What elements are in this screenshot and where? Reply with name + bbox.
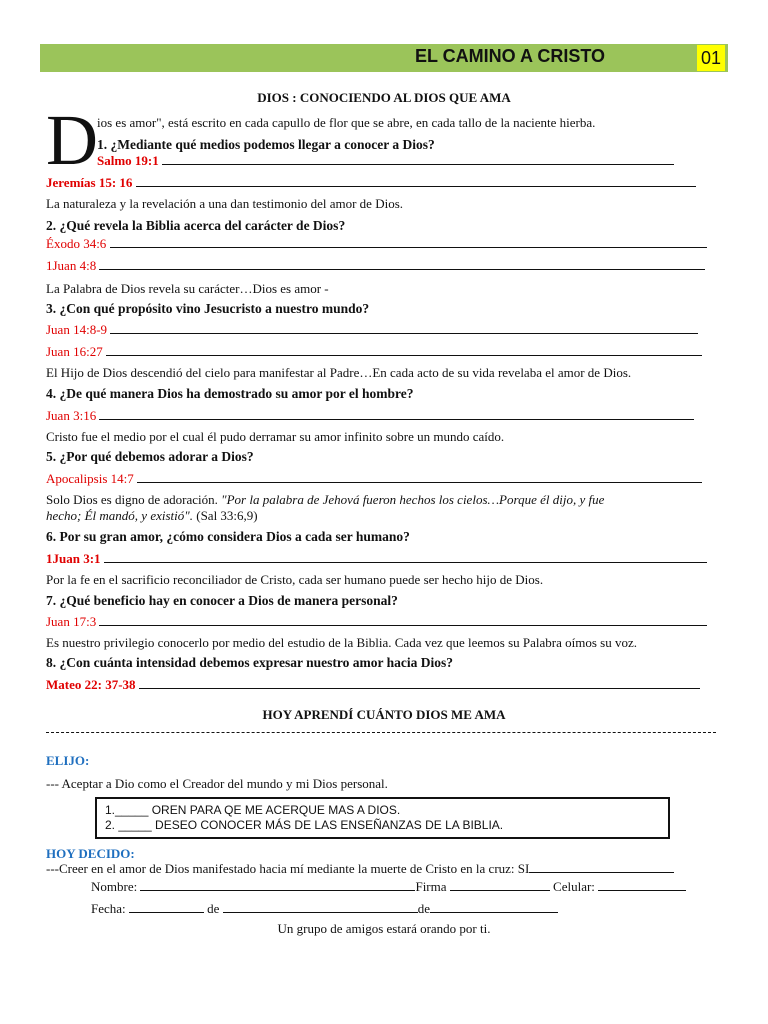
bible-reference: Apocalipsis 14:7 [46,471,134,486]
answer-line[interactable] [46,258,705,274]
answer-note: La naturaleza y la revelación a una dan testimonio del amor de Dios. [46,196,403,211]
question-4: 4. ¿De qué manera Dios ha demostrado su amor por el hombre? [46,386,414,401]
note-quote: "Por la palabra de Jehová fueron hechos los cielos…Porque él dijo, y fue [221,492,605,507]
dashed-divider [46,732,716,733]
bible-reference: Éxodo 34:6 [46,236,107,251]
answer-line[interactable] [46,175,696,191]
bible-reference: Jeremías 15: 16 [46,175,133,190]
document-title: EL CAMINO A CRISTO [415,46,606,66]
bible-reference: Juan 17:3 [46,614,97,629]
answer-note: El Hijo de Dios descendió del cielo para manifestar al Padre…En cada acto de su vida revelaba el amor de Dios. [46,365,632,380]
answer-line[interactable] [46,677,700,693]
question-7: 7. ¿Qué beneficio hay en conocer a Dios de manera personal? [46,593,398,608]
answer-line[interactable] [46,551,707,567]
day-field[interactable] [129,901,204,913]
option-learn-more[interactable]: 2. _____ DESEO CONOCER MÁS DE LAS ENSEÑANZAS DE LA BIBLIA. [105,818,504,832]
option-pray[interactable]: 1._____ OREN PARA QE ME ACERQUE MAS A DIOS. [105,803,401,817]
year-field[interactable] [430,901,558,913]
date-label: Fecha: [91,901,126,916]
note-citation: (Sal 33:6,9) [192,508,258,523]
bible-reference: Juan 16:27 [46,344,103,359]
personal-info-row [91,879,686,895]
month-field[interactable] [223,901,418,913]
bible-reference: Juan 14:8-9 [46,322,108,337]
header-bar [40,44,728,72]
question-3: 3. ¿Con qué propósito vino Jesucristo a nuestro mundo? [46,301,370,316]
answer-line[interactable] [97,153,674,169]
bible-reference: Juan 3:16 [46,408,97,423]
answer-note-continued [46,508,258,524]
choose-statement: --- Aceptar a Dio como el Creador del mundo y mi Dios personal. [46,776,388,791]
question-2: 2. ¿Qué revela la Biblia acerca del carácter de Dios? [46,218,346,233]
date-row [91,901,558,917]
decide-line[interactable] [46,861,674,877]
options-box [95,797,670,839]
signature-label: Firma [415,879,447,894]
decide-statement: ---Creer en el amor de Dios manifestado hacia mí mediante la muerte de Cristo en la cruz: SI [46,861,530,876]
answer-blank[interactable] [104,551,707,563]
phone-label: Celular: [553,879,595,894]
question-5: 5. ¿Por qué debemos adorar a Dios? [46,449,254,464]
bible-reference: 1Juan 3:1 [46,551,101,566]
choose-label: ELIJO: [46,753,90,768]
question-8: 8. ¿Con cuánta intensidad debemos expresar nuestro amor hacia Dios? [46,655,454,670]
answer-blank[interactable] [139,677,700,689]
answer-note: Es nuestro privilegio conocerlo por medio del estudio de la Biblia. Cada vez que leemos su Palabra oímos su voz. [46,635,637,650]
answer-blank[interactable] [137,471,702,483]
name-label: Nombre: [91,879,138,894]
answer-note: La Palabra de Dios revela su carácter…Dios es amor - [46,281,329,296]
date-de: de [207,901,220,916]
decide-blank[interactable] [529,861,674,873]
answer-blank[interactable] [106,344,702,356]
question-6: 6. Por su gran amor, ¿cómo considera Dios a cada ser humano? [46,529,410,544]
bible-reference: 1Juan 4:8 [46,258,97,273]
signature-field[interactable] [450,879,550,891]
answer-blank[interactable] [99,408,694,420]
lesson-number-badge: 01 [697,45,725,71]
answer-line[interactable] [46,322,698,338]
answer-line[interactable] [46,614,707,630]
answer-blank[interactable] [110,236,707,248]
answer-note: Por la fe en el sacrificio reconciliador de Cristo, cada ser humano puede ser hecho hijo de Dios. [46,572,544,587]
bible-reference: Mateo 22: 37-38 [46,677,136,692]
answer-note [46,492,604,508]
bible-reference: Salmo 19:1 [97,153,159,168]
answer-blank[interactable] [136,175,696,187]
question-1: 1. ¿Mediante qué medios podemos llegar a conocer a Dios? [97,137,435,152]
note-quote: hecho; Él mandó, y existió". [46,508,193,523]
date-de: de [417,901,430,916]
name-field[interactable] [140,879,415,891]
answer-line[interactable] [46,408,694,424]
today-learned-heading: HOY APRENDÍ CUÁNTO DIOS ME AMA [262,707,506,722]
drop-cap: D [46,100,98,180]
phone-field[interactable] [598,879,686,891]
answer-line[interactable] [46,471,702,487]
footer-note: Un grupo de amigos estará orando por ti. [277,921,491,936]
answer-line[interactable] [46,236,707,252]
lesson-subtitle: DIOS : CONOCIENDO AL DIOS QUE AMA [257,90,511,105]
answer-line[interactable] [46,344,702,360]
answer-blank[interactable] [99,258,705,270]
answer-blank[interactable] [99,614,707,626]
decide-label: HOY DECIDO: [46,846,135,861]
note-text: Solo Dios es digno de adoración. [46,492,222,507]
intro-text: ios es amor", está escrito en cada capullo de flor que se abre, en cada tallo de la naciente hierba. [97,115,596,130]
answer-blank[interactable] [110,322,698,334]
answer-note: Cristo fue el medio por el cual él pudo derramar su amor infinito sobre un mundo caído. [46,429,505,444]
answer-blank[interactable] [162,153,674,165]
